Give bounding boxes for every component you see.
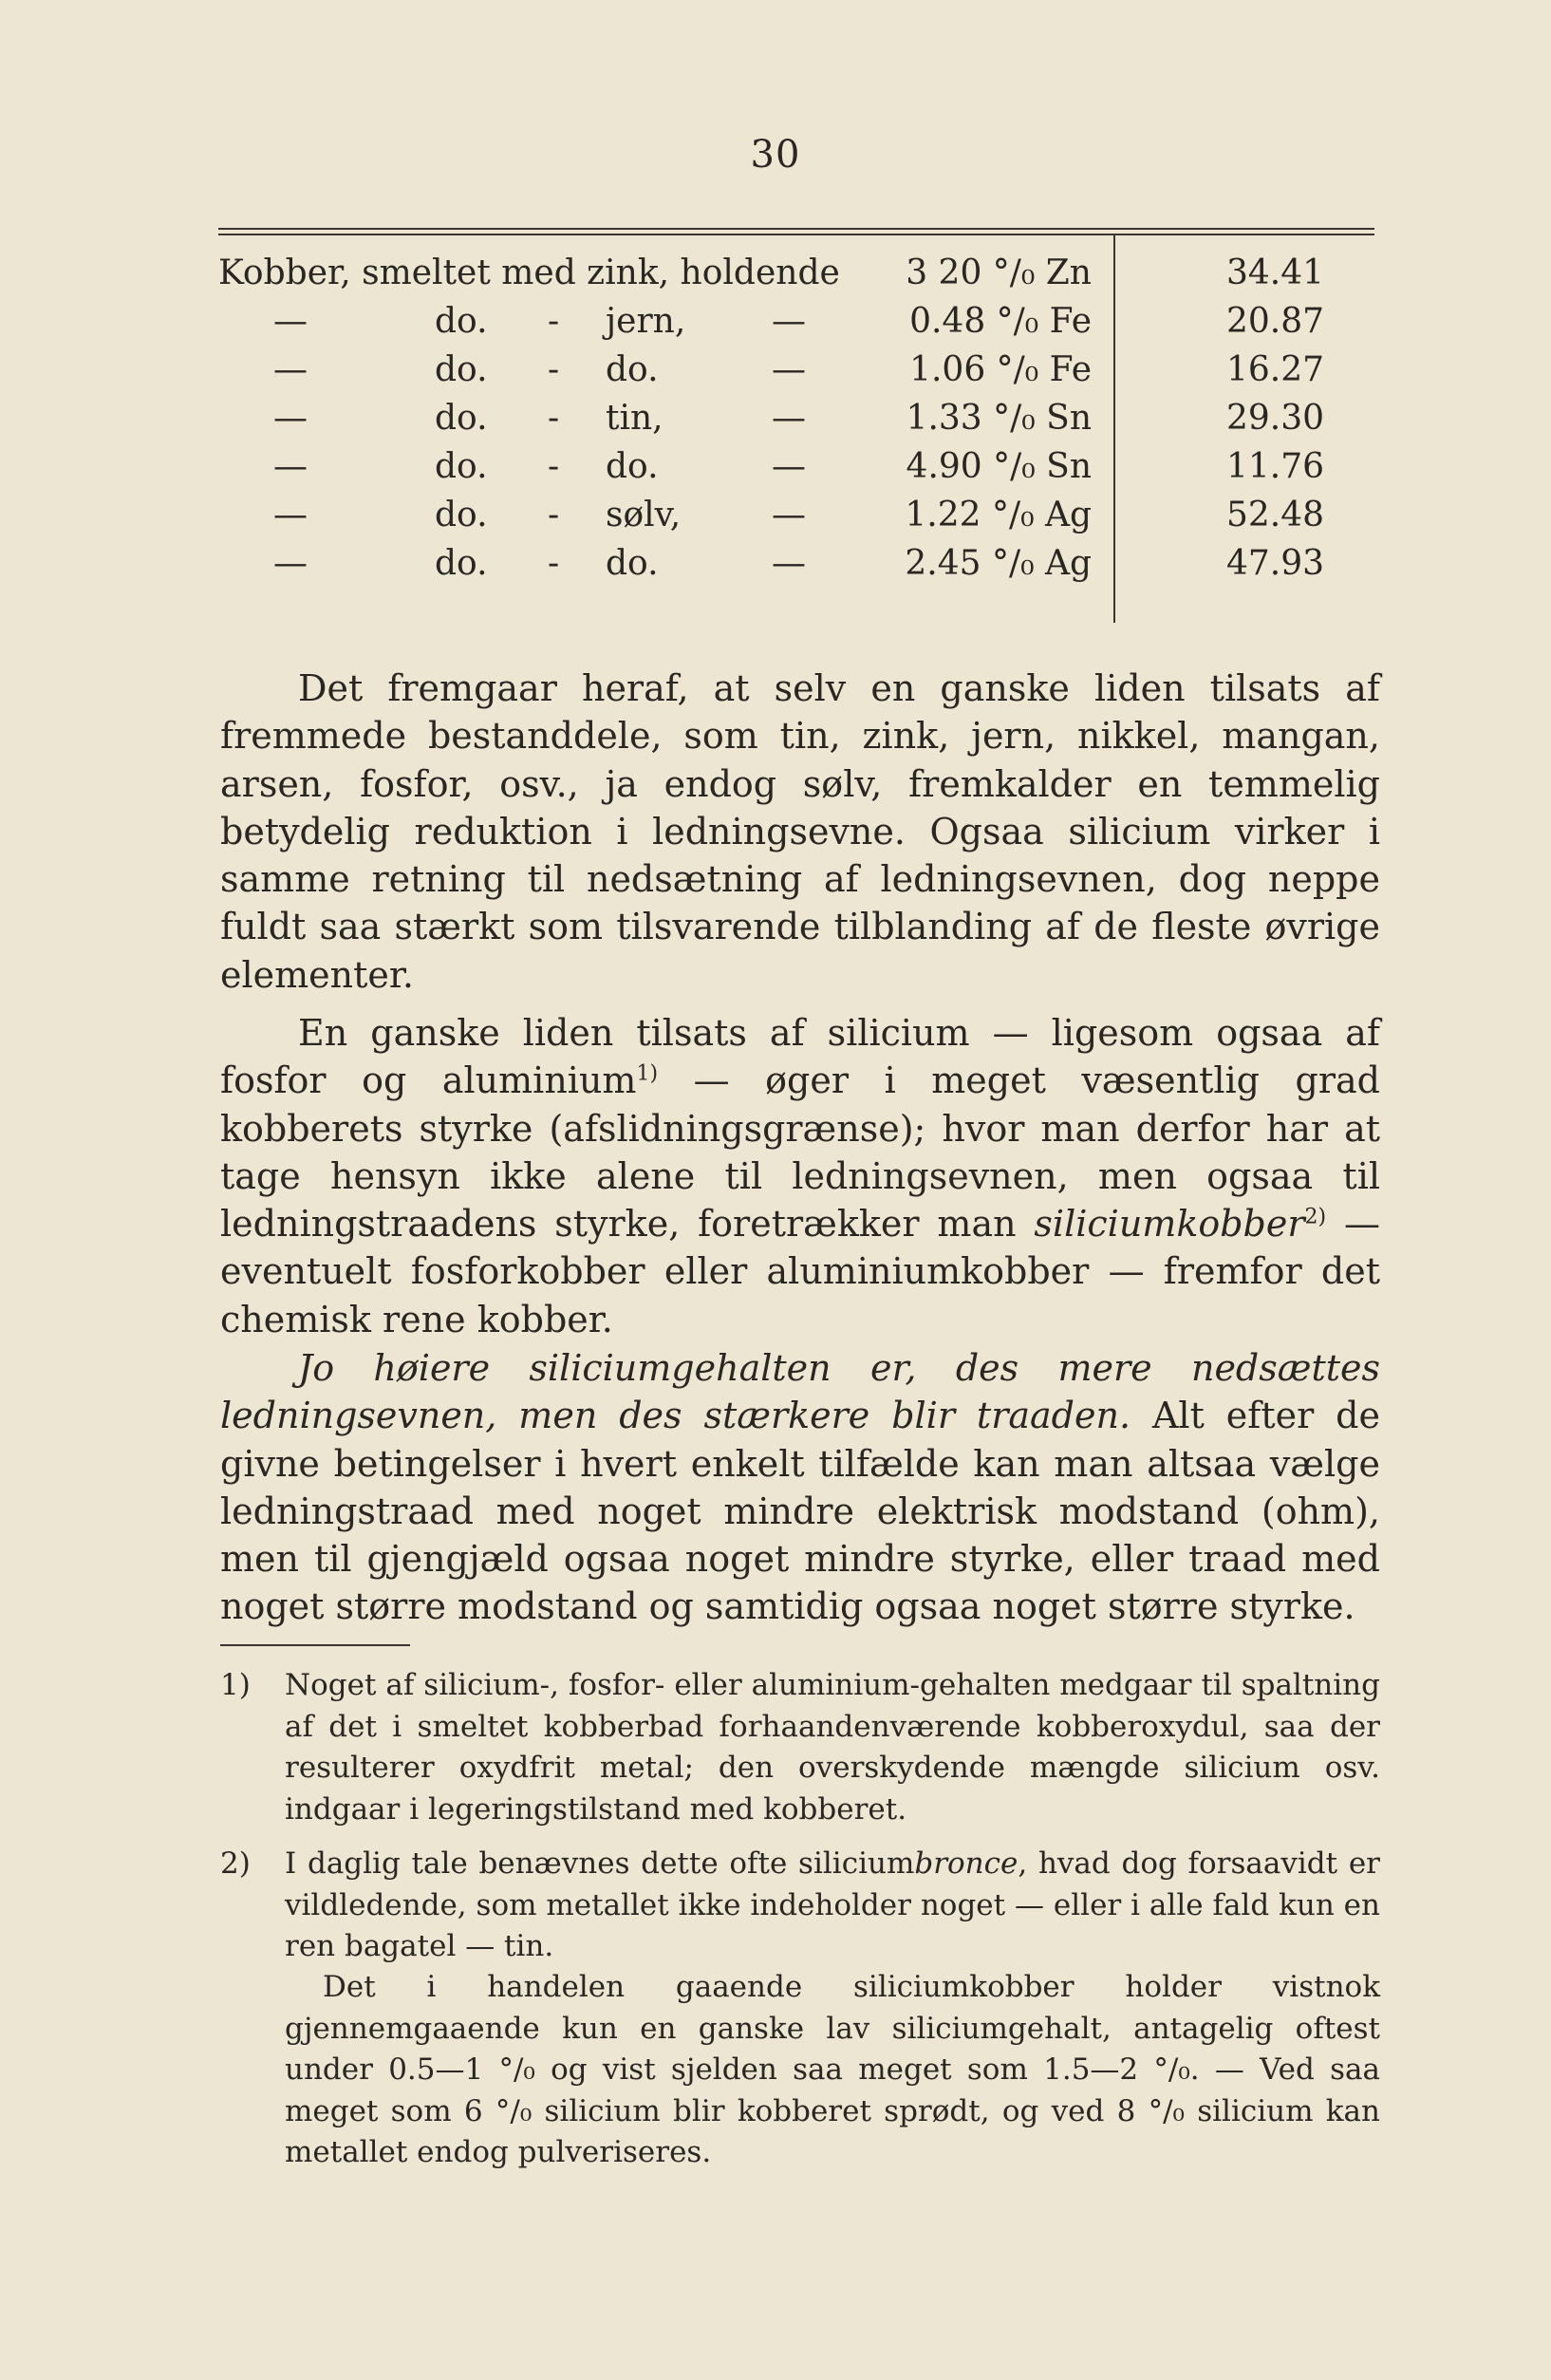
paragraph-2-italic: siliciumkobber	[1034, 1203, 1305, 1246]
row-ditto: do.	[435, 544, 488, 583]
row-dash: —	[273, 544, 308, 583]
paragraph-1	[220, 665, 1380, 999]
paragraph-2-text-b: — øger i meget væsentlig grad kobberets styrke (afslidningsgrænse); hvor man derfor har at tage hensyn ikke alene til ledningsevnen, men ogsaa til ledningstraadens styrke, foretrækker man	[220, 1059, 1380, 1246]
page-number: 30	[750, 133, 801, 177]
paragraph-1-text: Det fremgaar heraf, at selv en ganske liden tilsats af fremmede bestanddele, som tin, zink, jern, nikkel, mangan, arsen, fosfor, osv., ja endog sølv, fremkalder en temmelig betydelig reduktion i ledningsevne. Ogsaa silicium virker i samme retning til nedsætning af ledningsevnen, dog neppe fuldt saa stærkt som tilsvarende tilblanding af de fleste øvrige elementer.	[220, 667, 1380, 996]
row-value: 11.76	[1225, 447, 1324, 486]
footnote-2-text-b: , hvad dog forsaavidt er vildledende, som metallet ikke indeholder noget — eller i alle fald kun en ren bagatel — tin.	[285, 1846, 1380, 1963]
alloy-table	[218, 249, 1374, 588]
row-percent: 3 20 °/₀ Zn	[906, 253, 1092, 292]
row-value: 34.41	[1225, 253, 1324, 292]
row-value: 52.48	[1225, 496, 1324, 534]
table-row	[218, 491, 1374, 539]
row-hyphen: -	[548, 544, 560, 583]
row-dash: —	[273, 399, 308, 438]
table-row	[218, 297, 1374, 346]
footnote-2-mark: 2)	[220, 1846, 251, 1881]
row-hyphen: -	[548, 350, 560, 389]
footnote-1	[220, 1665, 1380, 1830]
row-dash: —	[772, 350, 806, 389]
row-value: 20.87	[1225, 302, 1324, 341]
table-row	[218, 346, 1374, 394]
row-lead: Kobber, smeltet med zink, holdende	[218, 253, 840, 292]
row-ditto: do.	[435, 302, 488, 341]
row-ditto: do.	[435, 447, 488, 486]
row-dash: —	[772, 544, 806, 583]
row-material: tin,	[606, 399, 663, 438]
row-hyphen: -	[548, 496, 560, 534]
row-material: jern,	[606, 302, 686, 341]
paragraph-3-text: Alt efter de givne betingelser i hvert enkelt tilfælde kan man altsaa vælge ledningstraad med noget mindre elektrisk modstand (ohm), men til gjengjæld ogsaa noget mindre styrke, eller traad med noget større modstand og samtidig ogsaa noget større styrke.	[220, 1395, 1380, 1628]
footnote-1-text: Noget af silicium-, fosfor- eller aluminium-gehalten medgaar til spaltning af det i smeltet kobberbad forhaandenværende kobberoxydul, saa der resulterer oxydfrit metal; den overskydende mængde silicium osv. indgaar i legeringstilstand med kobberet.	[285, 1668, 1380, 1827]
row-percent: 0.48 °/₀ Fe	[909, 302, 1092, 341]
table-row	[218, 539, 1374, 588]
row-dash: —	[772, 496, 806, 534]
row-dash: —	[772, 399, 806, 438]
row-dash: —	[273, 350, 308, 389]
paragraph-2	[220, 1009, 1380, 1343]
footnote-2-italic: bronce	[914, 1846, 1018, 1881]
footnote-2	[220, 1844, 1380, 1968]
row-ditto: do.	[435, 350, 488, 389]
row-dash: —	[273, 302, 308, 341]
row-percent: 2.45 °/₀ Ag	[905, 544, 1092, 583]
paragraph-3	[220, 1344, 1380, 1631]
row-material: do.	[606, 447, 659, 486]
row-material: do.	[606, 350, 659, 389]
footnote-2-continuation-body	[285, 1967, 1380, 2174]
row-percent: 1.06 °/₀ Fe	[909, 350, 1092, 389]
paragraph-2-text-c: — eventuelt fosforkobber eller aluminiumkobber — fremfor det chemisk rene kobber.	[220, 1203, 1380, 1340]
row-ditto: do.	[435, 399, 488, 438]
table-top-rule	[218, 228, 1374, 235]
paragraph-3-italic: Jo høiere siliciumgehalten er, des mere nedsættes ledningsevnen, men des stærkere blir traaden.	[220, 1347, 1380, 1437]
footnote-ref-2: 2)	[1304, 1205, 1327, 1229]
paragraph-2-text-a: En ganske liden tilsats af silicium — ligesom ogsaa af fosfor og aluminium	[220, 1012, 1380, 1102]
table-row	[218, 394, 1374, 442]
footnote-2-continuation-text: Det i handelen gaaende siliciumkobber holder vistnok gjennemgaaende kun en ganske lav siliciumgehalt, antagelig oftest under 0.5—1 °/₀ og vist sjelden saa meget som 1.5—2 °/₀. — Ved saa meget som 6 °/₀ silicium blir kobberet sprødt, og ved 8 °/₀ silicium kan metallet endog pulveriseres.	[285, 1970, 1380, 2169]
row-value: 16.27	[1225, 350, 1324, 389]
row-percent: 1.22 °/₀ Ag	[905, 496, 1092, 534]
footnote-2-continuation	[220, 1967, 1380, 2174]
row-value: 29.30	[1225, 399, 1324, 438]
table-row	[218, 249, 1374, 297]
row-dash: —	[772, 447, 806, 486]
footnote-2-body	[285, 1844, 1380, 1968]
row-percent: 4.90 °/₀ Sn	[906, 447, 1092, 486]
footnote-1-mark: 1)	[220, 1668, 251, 1702]
row-hyphen: -	[548, 302, 560, 341]
table-row	[218, 442, 1374, 491]
row-material: sølv,	[606, 496, 682, 534]
row-hyphen: -	[548, 447, 560, 486]
row-material: do.	[606, 544, 659, 583]
row-hyphen: -	[548, 399, 560, 438]
row-dash: —	[273, 496, 308, 534]
footnote-ref-1: 1)	[636, 1061, 659, 1086]
row-percent: 1.33 °/₀ Sn	[906, 399, 1092, 438]
row-dash: —	[273, 447, 308, 486]
row-value: 47.93	[1225, 544, 1324, 583]
row-ditto: do.	[435, 496, 488, 534]
footnote-rule	[220, 1644, 410, 1646]
footnote-2-text-a: I daglig tale benævnes dette ofte silicium	[285, 1846, 915, 1881]
row-dash: —	[772, 302, 806, 341]
